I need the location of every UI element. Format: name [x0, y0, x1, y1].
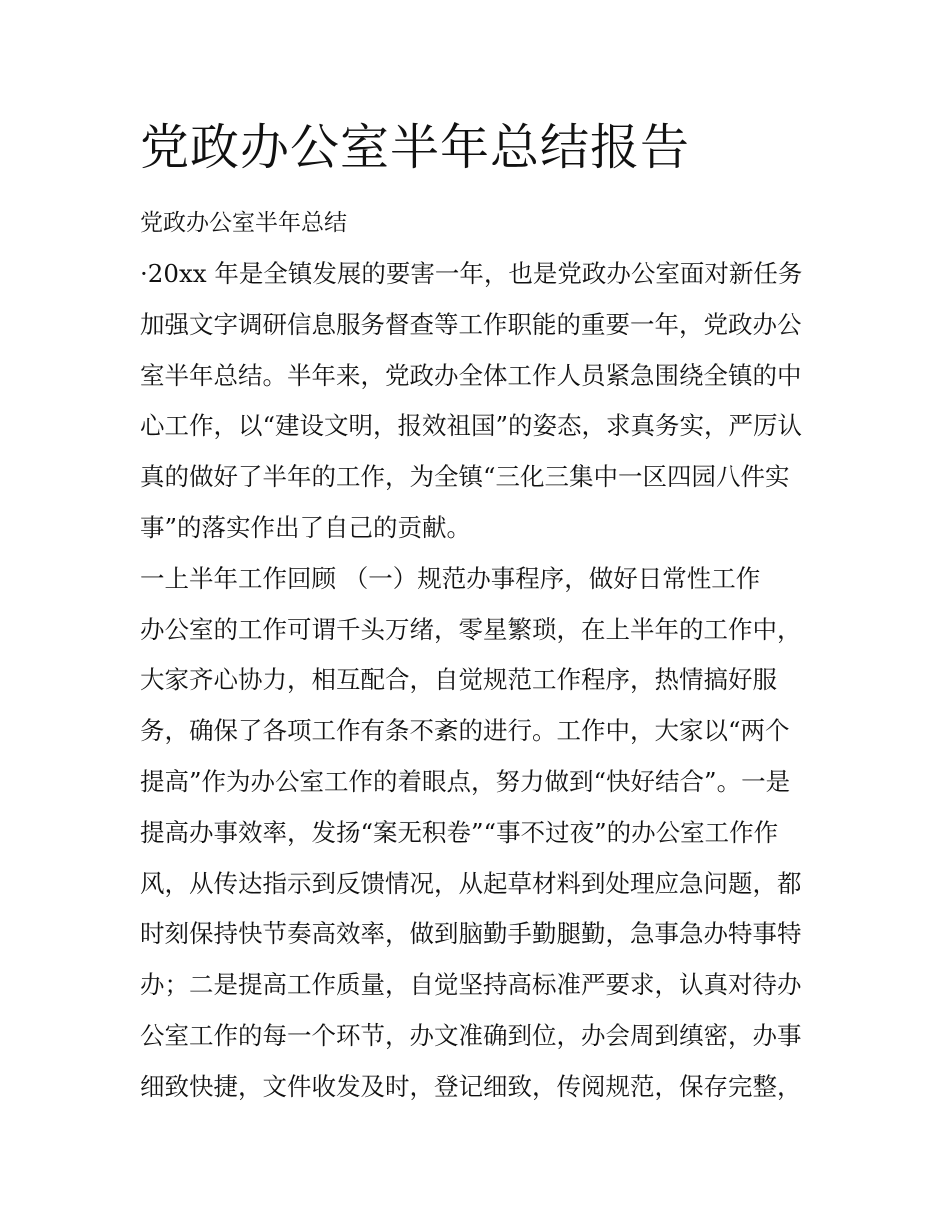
- body-line: 办公室的工作可谓千头万绪，零星繁琐，在上半年的工作中，: [140, 614, 802, 644]
- body-line: 务，确保了各项工作有条不紊的进行。工作中，大家以“两个: [140, 716, 790, 746]
- body-line: 一上半年工作回顾 （一）规范办事程序，做好日常性工作: [140, 563, 761, 593]
- body-line: 公室工作的每一个环节，办文准确到位，办会周到缜密，办事: [140, 1020, 802, 1050]
- body-line: 心工作，以“建设文明，报效祖国”的姿态，求真务实，严厉认: [140, 411, 803, 441]
- body-line: 室半年总结。半年来，党政办全体工作人员紧急围绕全镇的中: [140, 360, 802, 390]
- body-line: 办；二是提高工作质量，自觉坚持高标准严要求，认真对待办: [140, 970, 802, 1000]
- body-line: 时刻保持快节奏高效率，做到脑勤手勤腿勤，急事急办特事特: [140, 919, 802, 949]
- document-subtitle: 党政办公室半年总结: [140, 210, 347, 236]
- document-body: [140, 253, 820, 1117]
- body-line: ·20xx 年是全镇发展的要害一年，也是党政办公室面对新任务: [140, 259, 803, 288]
- body-line: 事”的落实作出了自己的贡献。: [140, 512, 472, 542]
- document-title: 党政办公室半年总结报告: [140, 119, 691, 176]
- body-line: 大家齐心协力，相互配合，自觉规范工作程序，热情搞好服: [140, 665, 777, 695]
- body-line: 提高”作为办公室工作的着眼点，努力做到“快好结合”。一是: [140, 766, 791, 796]
- body-line: 真的做好了半年的工作，为全镇“三化三集中一区四园八件实: [140, 462, 790, 492]
- body-line: 提高办事效率，发扬“案无积卷”“事不过夜”的办公室工作作: [140, 817, 779, 847]
- body-line: 加强文字调研信息服务督查等工作职能的重要一年，党政办公: [140, 309, 802, 339]
- body-line: 风，从传达指示到反馈情况，从起草材料到处理应急问题，都: [140, 868, 802, 898]
- body-line: 细致快捷，文件收发及时，登记细致，传阅规范，保存完整，: [140, 1071, 802, 1101]
